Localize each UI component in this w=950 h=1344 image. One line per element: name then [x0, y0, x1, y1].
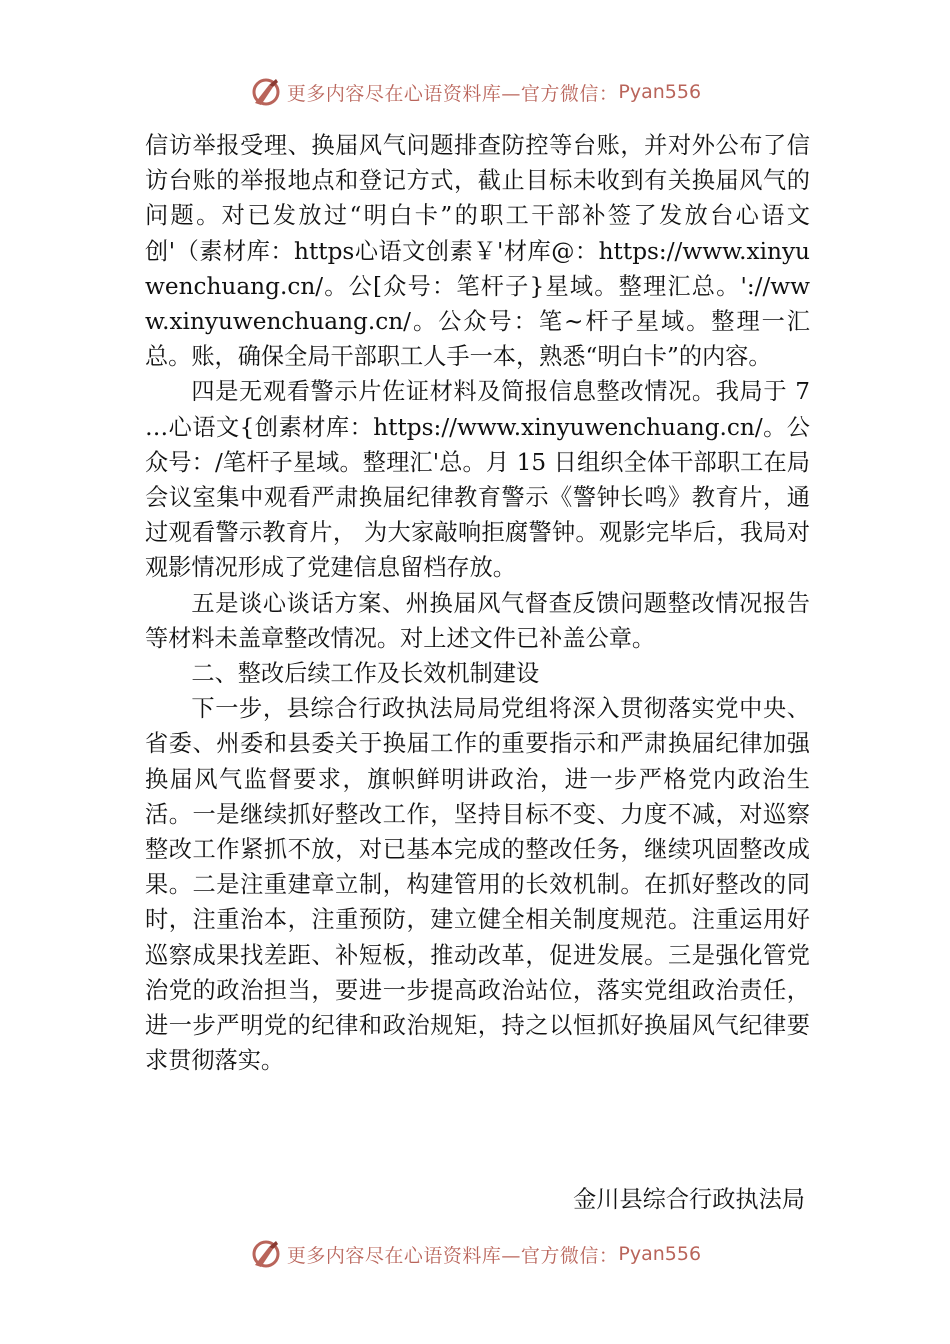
header-watermark-banner — [0, 72, 950, 112]
footer-banner-id: Pyan556 — [618, 1243, 702, 1265]
header-banner-text: 更多内容尽在心语资料库—官方微信： — [286, 82, 619, 105]
brush-logo-icon — [249, 75, 283, 109]
paragraph-next-steps: 下一步，县综合行政执法局局党组将深入贯彻落实党中央、省委、州委和县委关于换届工作的重要指示和严肃换届纪律加强换届风气监督要求，旗帜鲜明讲政治，进一步严格党内政治生活。一是继续抓好整改工作，坚持目标不变、力度不减，对巡察整改工作紧抓不放，对已基本完成的整改任务，继续巩固整改成果。二是注重建章立制，构建管用的长效机制。在抓好整改的同时，注重治本，注重预防，建立健全相关制度规范。注重运用好巡察成果找差距、补短板，推动改革，促进发展。三是强化管党治党的政治担当，要进一步提高政治站位，落实党组政治责任，进一步严明党的纪律和政治规矩，持之以恒抓好换届风气纪律要求贯彻落实。 — [145, 695, 810, 1075]
footer-banner-text: 更多内容尽在心语资料库—官方微信： — [286, 1244, 619, 1267]
header-banner-id: Pyan556 — [618, 81, 702, 103]
document-body — [145, 128, 810, 1078]
section-heading-two: 二、整改后续工作及长效机制建设 — [191, 660, 540, 688]
footer-watermark-banner — [0, 1234, 950, 1274]
paragraph-continued: 信访举报受理、换届风气问题排查防控等台账，并对外公布了信访台账的举报地点和登记方式，截止目标未收到有关换届风气的问题。对已发放过“明白卡”的职工干部补签了发放台心语文创'（素材库：https心语文创素￥'材库@：https://www.xinyuwenchuang.cn/。公[众号：笔杆子}星域。整理汇总。'://www.xinyuwenchuang.cn/。公众号：笔~杆子星域。整理一汇总。账，确保全局干部职工人手一本，熟悉“明白卡”的内容。 — [145, 132, 810, 371]
signature-organization: 金川县综合行政执法局 — [573, 1186, 805, 1213]
paragraph-item-four: 四是无观看警示片佐证材料及简报信息整改情况。我局于 7 …心语文{创素材库：https://www.xinyuwenchuang.cn/。公众号：/笔杆子星域。整理汇'总。月 15 日组织全体干部职工在局会议室集中观看严肃换届纪律教育警示《警钟长鸣》教育片，通过观看警示教育片， 为大家敲响拒腐警钟。观影完毕后，我局对观影情况形成了党建信息留档存放。 — [145, 378, 810, 582]
brush-logo-icon — [249, 1237, 283, 1271]
paragraph-item-five: 五是谈心谈话方案、州换届风气督查反馈问题整改情况报告等材料未盖章整改情况。对上述文件已补盖公章。 — [145, 589, 810, 652]
